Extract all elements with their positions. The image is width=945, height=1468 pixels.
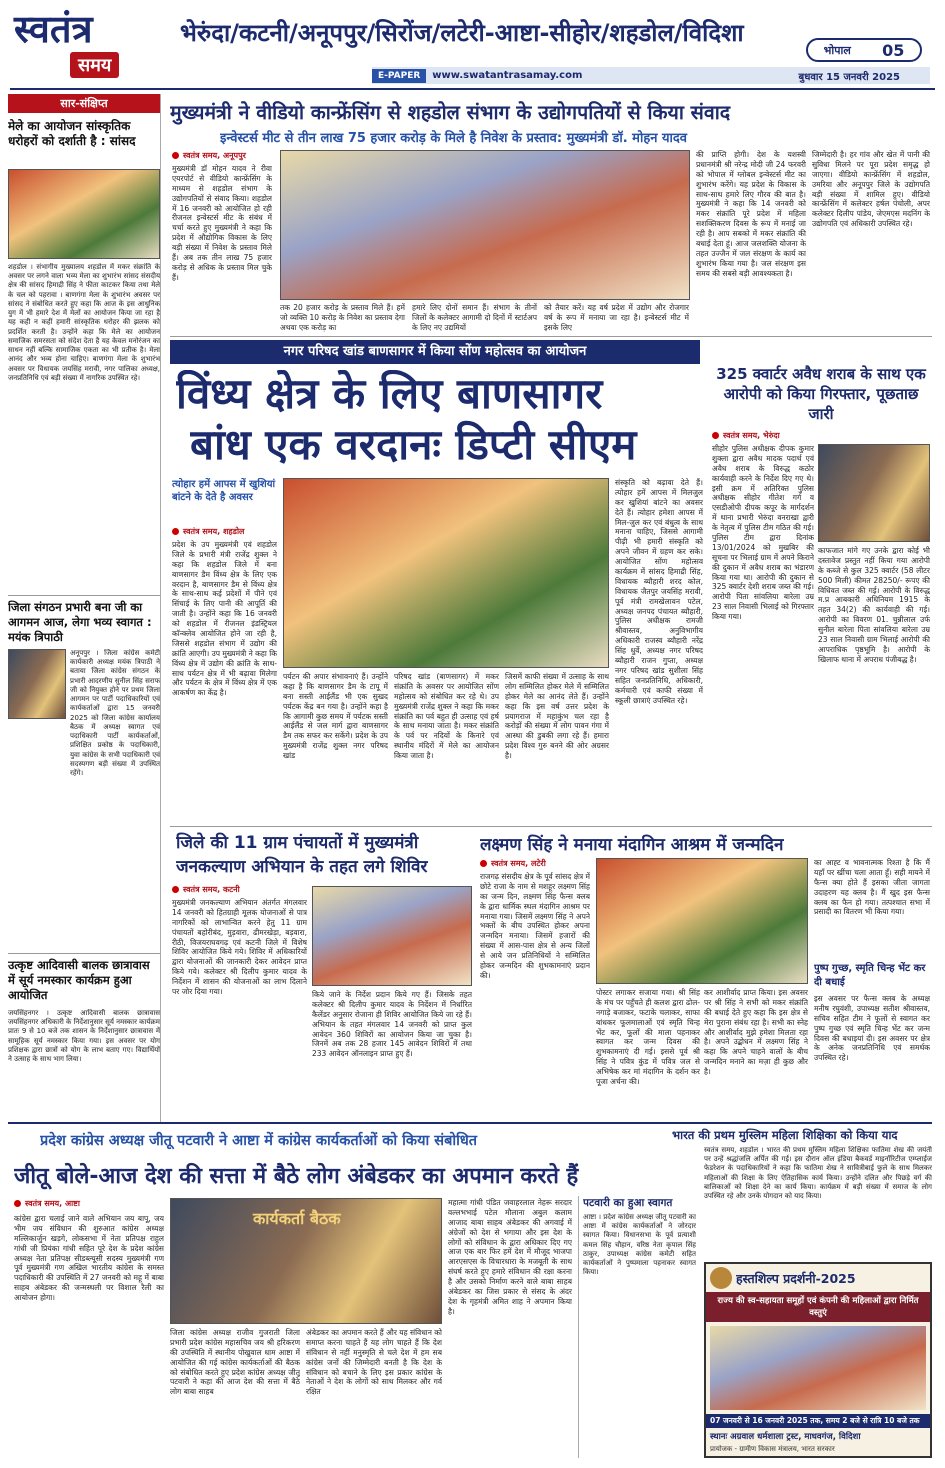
bullet-icon — [172, 528, 179, 535]
emblem-icon — [710, 1267, 732, 1289]
ad-dates: 07 जनवरी से 16 जनवरी 2025 तक, समय 2 बजे से रात्रि 10 बजे तक — [706, 1414, 930, 1428]
bullet-icon — [172, 886, 179, 893]
ad-title: हस्तशिल्प प्रदर्शनी-2025 — [736, 1270, 856, 1286]
laxman-col-4: का आह्ट व भावनात्मक रिश्ता है कि मैं यहाँ पर खींचा चला आता हूँ। सही मायने में फैन्स क्या होते हैं इसका जीता जागता उदाहरण यह क्लब है। मैं खुद इस फैन्स क्लब का फैन हो गया। तत्पश्चात सभा में प्रसादी का वितरण भी किया गया। — [814, 858, 930, 917]
laxman-subhead: पुष्प गुच्छ, स्मृति चिन्ह भेंट कर दी बधाई — [814, 963, 926, 988]
laxman-byline-text: स्वतंत्र समय, लटेरी — [491, 859, 546, 868]
sidebar-story-1-text: शहडोल । संभागीय मुख्यालय शहडोल में मकर संक्रांति के अवसर पर लगने वाला भव्य मेला का शुभारंभ सांसद संसदीय क्षेत्र की सांसद हिमाद्री सिंह ने फीता काटकर किया तथा मेले के चल को पहरावा । बाणगंगा मेला के शुभारंभ अवसर पर सांसद ने संबोधित करते हुए कहा कि आज के इस आधुनिक युग में भी हमारे देश में मेलों का आयोजन किया जा रहा है यह कही न कहीं हमारी सांस्कृतिक धरोहर की झलक को प्रदर्शित करती है। उन्होंने कहा कि मेले का आयोजन समाजिक समरसता को संदेश देता है यह केवल मनोरंजन का साधन नहीं बल्कि सामाजिक एकता का भी प्रतीक है। मेला आनंद और भव्य होना चाहिए। बाणगंगा मेला के शुभारंभ अवसर पर विधायक जयसिंह मरावी, नगर पालिका अध्यक्ष, जनप्रतिनिधि एवं बड़ी संख्या में नागरिक उपस्थित रहे। — [8, 263, 160, 382]
lead-headline: मुख्यमंत्री ने वीडियो कान्फ्रेंसिंग से शहडोल संभाग के उद्योगपतियों से किया संवाद — [170, 101, 731, 124]
liquor-byline — [712, 430, 780, 441]
congress-kicker: प्रदेश कांग्रेस अध्यक्ष जीतू पटवारी ने आष्टा में कांग्रेस कार्यकर्ताओं को किया संबोधित — [40, 1133, 478, 1149]
sidebar-story-2-text: अनूपपुर । जिला कांग्रेस कमेटी कार्यकारी अध्यक्ष मयंक त्रिपाठी ने बताया जिला कांग्रेस संगठन के प्रभारी आदरणीय सुनील सिंह सराफ जी को नियुक्त होने पर प्रथम जिला आगमन पर पार्टी पदाधिकारियों एवं कार्यकर्ताओं द्वारा 15 जनवरी 2025 को जिला कांग्रेस कार्यालय बैठक में अध्यक्ष स्वागत एवं पदाधिकारी पार्टी कार्यकर्ताओं, प्रशिक्षित प्रकोष्ठ के पदाधिकारी, युवा कांग्रेस के सभी पदाधिकारी एवं सदस्यगण बड़ी संख्या में उपस्थित रहेंगे। — [70, 649, 160, 778]
ad-subtitle: राज्य की स्व-सहायता समूहों एवं कंपनी की महिलाओं द्वारा निर्मित वस्तुएं — [706, 1292, 930, 1322]
liquor-photo — [818, 444, 930, 542]
lead-subhead: इन्वेस्टर्स मीट से तीन लाख 75 हजार करोड़ के मिले है निवेश के प्रस्ताव: मुख्यमंत्री डॉ. मोहन यादव — [220, 131, 687, 146]
mid-col-3: परिषद खांड (बाणसागर) में मकर संक्रांति के अवसर पर आयोजित सोंण महोत्सव को संबोधित कर रहे थे। उप मुख्यमंत्री राजेंद्र शुक्ल ने कहा कि मकर संक्रांति का पर्व बहुत ही उत्साह एवं हर्ष के साथ मनाया जाता है। मकर संक्रांति के पर्व पर नदियों के किनारे एवं स्थानीय मंदिरों में मेले का आयोजन किया जाता है। — [394, 672, 499, 761]
bullet-icon — [712, 432, 719, 439]
liquor-byline-text: स्वतंत्र समय, भेरुंदा — [723, 431, 780, 440]
liquor-col-2: काफजात मांगे गए उनके द्वारा कोई भी दस्तावेज प्रस्तुत नहीं किया गया आरोपी के कब्जे से कुल 325 क्वार्टर (58 लीटर 500 मिली) कीमत 28250/- रूपए की विधिवत जब्त की गई। आरोपी के विरुद्ध म.प्र आबकारी अधिनियम 1915 के तहत 34(2) की कार्यवाही की गई। आरोपी का विवरण 01. चुन्नीलाल उर्फ सुनील बारेला पिता सांवलिया बारेला उम्र 23 साल निवासी ग्राम भिलाई आरोपी की आपराधिक पृष्ठभूमि है। आरोपी के खिलाफ थाना में अपराध पंजीबद्ध है। — [818, 546, 930, 664]
congress-box-headline: पटवारी का हुआ स्वागत — [583, 1197, 673, 1209]
laxman-col-2: पोस्टर लगाकर सजाया गया। श्री सिंह के मंच पर पहुँचते ही कलश द्वारा ढोल-नगाड़े बजाकर, फटाके चलाकर, साफा बांधकर फूलमालाओं एवं स्मृति चिन्ह भेंट कर, फूलों की माला पहनाकर स्वागत कर जन्म दिवस की शुभकामनाएं दी गई। इससे पूर्व श्री सिंह ने पवित्र कुंड में पवित्र जल से अभिषेक कर मां मंदागिन के दर्शन कर पूजा अर्चना की। — [596, 988, 700, 1087]
bullet-icon — [480, 860, 487, 867]
sidebar-story-1-headline: मेले का आयोजन सांस्कृतिक धरोहरों को दर्शाती है : सांसद — [8, 119, 136, 148]
epaper-label: E-PAPER — [372, 69, 426, 83]
laxman-col-1: राजगढ़ संसदीय क्षेत्र के पूर्व सांसद क्षेत्र में छोटे राजा के नाम से मशहूर लक्ष्मण सिंह का जन्म दिन, लक्ष्मण सिंह फैन्स क्लब के द्वारा धार्मिक स्थल मंदागिन आश्रम पर मनाया गया। जिसमें लक्ष्मण सिंह ने अपने भक्तों के बीच उपस्थित होकर अपना जन्मदिन मनाया। जिसमें हजारों की संख्या में आस-पास क्षेत्र से अन्य जिलों से आये जन प्रतिनिधियों ने सम्मिलित होकर जन्मदिन की शुभकामनाएं प्रदान की। — [480, 872, 590, 980]
yojana-headline-line-1: जिले की 11 ग्राम पंचायतों में मुख्यमंत्री — [176, 833, 419, 853]
logo-top: स्वतंत्र — [14, 6, 93, 51]
liquor-headline: 325 क्वार्टर अवैध शराब के साथ एक आरोपी को किया गिरफ्तार, पूछताछ जारी — [716, 365, 926, 423]
sidebar-section-label: सार-संक्षिप्त — [8, 94, 160, 113]
mid-col-5: संस्कृति को बढ़ावा देते हैं। त्योहार हमें आपस में मिलजुल कर खुशियां बांटने का अवसर देते हैं। त्योहार हमेशा आपस में मिल-जुल कर एवं बंधुत्व के साथ मनाना चाहिए, जिससे आगामी पीढ़ी भी हमारी संस्कृति को अपने जीवन में ग्रहण कर सके। आयोजित सोंण महोत्सव कार्यक्रम में सांसद हिमाद्री सिंह, विधायक ब्यौहारी शरद कोल, विधायक जैतपुर जयसिंह मरावी, पूर्व मंत्री रामखेलावन पटेल, अध्यक्ष जनपद पंचायत ब्यौहारी, पुलिस अधीक्षक रामजी श्रीवास्तव, अनुविभागीय अधिकारी राजस्व ब्यौहारी नरेंद्र सिंह धुर्वे, अध्यक्ष नगर परिषद ब्यौहारी राजन गुप्ता, अध्यक्ष नगर परिषद खांड सुशीला सिंह सहित जनप्रतिनिधि, अधिकारी, कर्मचारी एवं काफी संख्या में स्कूली छात्राएं उपस्थित रहे। — [615, 478, 703, 705]
laxman-photo — [596, 858, 808, 984]
congress-col-1: कांग्रेस द्वारा चलाई जाने वाले अभियान जय बापू, जय भीम जय संविधान की शुरुआत कांग्रेस अध्यक्ष मल्लिकार्जुन खड़गे, लोकसभा में नेता प्रतिपक्ष राहुल गांधी जी प्रियंका गांधी सहित पूरे देश के प्रदेश कांग्रेस अध्यक्ष नेता प्रतिपक्ष सीडब्ल्यूसी सदस्य मुख्यमंत्री गण पूर्व मुख्यमंत्री गण अखिल भारतीय कांग्रेस के समस्त पदाधिकारी की उपस्थिति में 27 जनवरी को महू में बाबा साहब अंबेडकर की जन्मस्थली पर विशाल रैली का आयोजन होगा। — [14, 1214, 164, 1303]
yojana-col-1: मुख्यमंत्री जनकल्याण अभियान अंतर्गत मंगलवार 14 जनवरी को हितग्राही मूलक योजनाओं से पात्र नागरिकों को लाभान्वित करने हेतु 11 ग्राम पंचायतों बहोरीबंद, मुड़वारा, ढीमरखेड़ा, बड़वारा, रीठी, विजयराघवगढ़ एवं कटनी जिले में विशेष शिविर आयोजित किये गये। शिविर में अधिकारियों द्वारा योजनाओं की जानकारी देकर आवेदन प्राप्त किये गये। कलेक्टर श्री दिलीप कुमार यादव के निर्देशन में शासन की योजनाओं का लाभ दिलाने पर जोर दिया गया। — [172, 898, 307, 997]
lead-col-4: को तैयार करें। यह वर्ष प्रदेश में उद्योग और रोजगार वर्ष के रूप में मनाया जा रहा है। इन्वेस्टर्स मीट में इसके लिए — [544, 303, 689, 332]
sidebar-story-1-photo — [8, 169, 160, 259]
congress-box-text: आष्टा । प्रदेश कांग्रेस अध्यक्ष जीतू पटवारी का आष्टा में कांग्रेस कार्यकर्ताओं ने जोरदार स्वागत किया। विधानसभा के पूर्व प्रत्याशी कमल सिंह चौहान, वरिष्ठ नेता कृपाल सिंह ठाकुर, उपाध्यक्ष कांग्रेस कमेटी सहित कार्यकर्ताओं ने पुष्पमाला पहनाकर स्वागत किया। — [583, 1213, 696, 1277]
yojana-headline-line-2: जनकल्याण अभियान के तहत लगे शिविर — [176, 857, 428, 877]
mid-kicker: नगर परिषद खांड बाणसागर में किया सोंण महोत्सव का आयोजन — [170, 340, 700, 364]
lead-col-2: तक 20 हजार करोड़ के प्रस्ताव मिले हैं। हमें जो व्यक्ति 10 करोड़ के निवेश का प्रस्ताव देगा अथवा एक करोड़ का — [280, 303, 405, 332]
yojana-col-2: किये जाने के निर्देश प्रदान किये गए हैं। जिसके तहत कलेक्टर श्री दिलीप कुमार यादव के निर्देशन में निर्धारित कैलेंडर अनुसार रोजाना ही शिविर आयोजित किये जा रहे हैं। अभियान के तहत मंगलवार 14 जनवरी को प्राप्त कुल आवेदन 360 शिविरों का आयोजन किया जा चुका है। जिनमें अब तक 28 हजार 145 आवेदन शिविरों में तथा 233 आवेदन ऑनलाइन प्राप्त हुए हैं। — [312, 990, 472, 1059]
congress-headline: जीतू बोले-आज देश की सत्ता में बैठे लोग अंबेडकर का अपमान करते हैं — [14, 1164, 579, 1189]
mid-headline-line-1: विंध्य क्षेत्र के लिए बाणसागर — [176, 370, 603, 418]
lead-col-3: हमारे लिए दोनों समान हैं। संभाग के तीनों जिलों के कलेक्टर आगामी दो दिनों में स्टार्टअप के लिए नए उद्यमियों — [412, 303, 537, 332]
liquor-col-1: सीहोर पुलिस अधीक्षक दीपक कुमार शुक्ला द्वारा अवैध मादक पदार्थ एवं अवैध शराब के विरुद्ध कठोर कार्यवाही करने के निर्देश दिए गए थे। इसी क्रम में अतिरिक्त पुलिस अधीक्षक सीहोर गीतेश गर्ग व एसडीओपी दीपक कपूर के मार्गदर्शन में थाना प्रभारी भेरुंदा वनराखा द्वारी के नेतृत्व में पुलिस टीम गठित की गई। पुलिस टीम द्वारा दिनांक 13/01/2024 को मुखबिर की सूचना पर भिलाई ग्राम में अपने किराने की दुकान में अवैध शराब का भंडारण किया गया था। आरोपी की दुकान से 325 क्वार्टर देशी शराब जब्त की गई। आरोपी पिता सांवलिया बारेला उम्र 23 साल निवासी भिलाई को गिरफ्तार किया गया। — [712, 444, 814, 622]
banner-photo-text: कार्यकर्ता बैठक — [253, 1209, 341, 1228]
yojana-byline-text: स्वतंत्र समय, कटनी — [183, 885, 240, 894]
sidebar — [8, 94, 161, 1122]
ad-venue: स्थानः अग्रवाल धर्मशाला ट्रस्ट, माधवगंज, विदिशा — [710, 1432, 861, 1442]
ad-crafts-photo — [710, 1326, 926, 1410]
sidebar-story-3-headline: उत्कृष्ट आदिवासी बालक छात्रावास में सूर्य नमस्कार कार्यक्रम हुआ आयोजित — [8, 958, 150, 1002]
bullet-icon — [172, 152, 179, 159]
page-badge — [806, 38, 922, 62]
ad-footer: प्रायोजक - ग्रामीण विकास मंत्रालय, भारत सरकार — [710, 1445, 835, 1453]
congress-col-2: जिला कांग्रेस अध्यक्ष राजीव गुजराती जिला प्रभारी प्रदेश कांग्रेस महासचिव जय श्री हरिकरण की उपस्थिति में स्थानीय पोखुवाल धाम आष्टा में आयोजित की गई कांग्रेस कार्यकर्ताओं की बैठक को संबोधित करते हुए प्रदेश कांग्रेस अध्यक्ष जीतू पटवारी ने कहा की आज देश की सत्ता में बैठे लोग बाबा साहब — [170, 1328, 300, 1397]
yojana-photo — [312, 886, 472, 986]
yojana-byline — [172, 884, 240, 895]
congress-byline — [14, 1198, 80, 1209]
bullet-icon — [14, 1200, 21, 1207]
lead-photo — [280, 150, 690, 300]
laxman-col-5: इस अवसर पर फैन्स क्लब के अध्यक्ष मनीष रघुवंशी, उपाध्यक्ष सतीश श्रीवास्तव, सचिव सहित टीम ने फूलों से स्वागत कर पुष्प गुच्छ एवं स्मृति चिन्ह भेंट कर जन्म दिवस की बधाइयां दी। इस अवसर पर क्षेत्र के अनेक जनप्रतिनिधि एवं समर्थक उपस्थित रहे। — [814, 994, 930, 1063]
logo-bottom: समय — [70, 52, 119, 78]
issue-date: बुधवार 15 जनवरी 2025 — [798, 71, 900, 83]
exhibition-ad — [704, 1262, 932, 1458]
congress-col-4: महात्मा गांधी पंडित जवाहरलाल नेहरू सरदार वल्लभभाई पटेल मौलाना अबुल कलाम आजाद बाबा साहब अंबेडकर की अगवाई में अंग्रेजों को देश से भगाया और इस देश के लोगों को संविधान के द्वारा अधिकार दिए गए आज एक बार फिर हमें देश में मौजूद भाजपा आरएसएस के विचारधारा के मजबूती के साथ संघर्ष करते हुए हमारे संविधान की रक्षा करना है और उसको निर्माण करने वाले बाबा साहब अंबेडकर का जिस प्रकार से संसद के अंदर देश के गृहमंत्री अमित शाह ने अपमान किया है। — [448, 1198, 572, 1316]
mid-byline-text: स्वतंत्र समय, शहडोल — [183, 527, 245, 536]
mid-quote: त्योहार हमें आपस में खुशियां बांटने के देते है अवसर — [172, 479, 276, 503]
congress-photo — [170, 1198, 442, 1324]
lead-col-1: मुख्यमंत्री डॉ मोहन यादव ने रीवा एयरपोर्ट से वीडियो कान्फ्रेंसिंग के माध्यम से शहडोल संभाग के उद्योगपतियों से संवाद किया। शहडोल में 16 जनवरी को आयोजित हो रही रीजनल इन्वेस्टर्स मीट के संबंध में चर्चा करते हुए मुख्यमंत्री ने कहा कि प्रदेश में औद्योगिक विकास के लिए बड़ी संख्या में निवेश के प्रस्ताव मिले हैं। अब तक तीन लाख 75 हजार करोड़ से अधिक के प्रस्ताव मिल चुके हैं। — [172, 164, 272, 282]
lead-byline — [172, 150, 246, 161]
mid-byline — [172, 526, 244, 537]
lead-byline-text: स्वतंत्र समय, अनूपपुर — [183, 151, 246, 160]
mid-photo — [283, 478, 609, 668]
bharat-headline: भारत की प्रथम मुस्लिम महिला शिक्षिका को किया याद — [672, 1128, 898, 1142]
congress-sidebox — [578, 1196, 696, 1458]
lead-col-5: की प्राप्ति होगी। देश के यशस्वी प्रधानमंत्री श्री नरेन्द्र मोदी जी 24 फरवरी को भोपाल में ग्लोबल इन्वेस्टर्स मीट का शुभारंभ करेंगे। यह प्रदेश के विकास के साथ-साथ हमारे लिए गौरव की बात है। मुख्यमंत्री ने कहा कि 14 जनवरी को मकर संक्रांति पूरे प्रदेश में महिला सशक्तिकरण दिवस के रूप में मनाई जा रही है। आप सबको में मकर संक्रांति की बधाई देता हूं। आज जलशक्ति योजना के तहत उज्जैन में जल संरक्षण के कार्य का शुभारंभ किया गया है। जल संरक्षण इस समय की सबसे बड़ी आवश्यकता है। — [696, 150, 806, 278]
laxman-headline: लक्ष्मण सिंह ने मनाया मंदागिन आश्रम में जन्मदिन — [480, 835, 784, 855]
epaper-strip — [372, 67, 930, 84]
bharat-text: स्वतंत्र समय, शहडोल । भारत की प्रथम मुस्लिम महिला शिक्षिका फातिमा शेख की जयंती पर उन्हें श्रद्धांजलि अर्पित की गई। इस दौरान ऑल इंडिया बैकवर्ड माइनॉरिटीज एम्प्लाईज फेडरेशन के पदाधिकारियों ने कहा कि फातिमा शेख ने सावित्रीबाई फुले के साथ मिलकर महिलाओं की शिक्षा के लिए ऐतिहासिक कार्य किया। उन्होंने दलित और पिछड़े वर्ग की बालिकाओं को शिक्षा देने का कार्य किया। कार्यक्रम में बड़ी संख्या में समाज के लोग उपस्थित रहे और उनके योगदान को याद किया। — [704, 1146, 932, 1201]
lead-col-6: जिम्मेदारी है। हर गांव और खेत में पानी की सुविधा मिलने पर पूरा प्रदेश समृद्ध हो जाएगा। वीडियो कान्फ्रेंसिंग में शहडोल, उमरिया और अनूपपुर जिले के उद्योगपति बड़ी संख्या में शामिल हुए। वीडियो कान्फ्रेंसिंग में कलेक्टर हर्षल पंचोली, अपर कलेक्टर दिलीप पांडेय, जेएमएस मदनिंग के उद्योगपति एवं अधिकारी उपस्थित रहे। — [812, 150, 930, 229]
editions-line: भेरुंदा/कटनी/अनूपपुर/सिरोंज/लटेरी-आष्टा-सीहोर/शहडोल/विदिशा — [180, 19, 744, 47]
laxman-col-3: कर आशीर्वाद प्राप्त किया। इस अवसर पर श्री सिंह ने सभी को मकर संक्रांति की बधाई देते हुए कहा कि इस क्षेत्र से मेरा पुराना संबंध रहा है। सभी का स्नेह और आशीर्वाद मुझे हमेशा मिलता रहा है। अपने उद्बोधन में लक्ष्मण सिंह ने कहा कि अपने चाहने वालों के बीच जन्मदिन मनाने का मज़ा ही कुछ और है। — [704, 988, 808, 1077]
mid-col-1: प्रदेश के उप मुख्यमंत्री एवं शहडोल जिले के प्रभारी मंत्री राजेंद्र शुक्ल ने कहा कि शहडोल जिले में बना बाणसागर डैम विंध्य क्षेत्र के लिए एक वरदान है, बाणसागर डैम से विंध्य क्षेत्र के साथ-साथ कई प्रदेशों में पीने एवं सिंचाई के लिए पानी की आपूर्ति की जाती है। उन्होंने कहा कि 16 जनवरी को शहडोल में रीजनल इंडस्ट्रियल कॉन्क्लेव आयोजित होने जा रही है, जिससे शहडोल संभाग में उद्योग की क्रांति आएगी। उप मुख्यमंत्री ने कहा कि विंध्य क्षेत्र में उद्योग की क्रांति के साथ-साथ पर्यटन क्षेत्र में भी बढ़ावा मिलेगा और पर्यटन के क्षेत्र में विंध्य क्षेत्र में एक आकर्षण का केंद्र है। — [172, 540, 277, 698]
sidebar-story-2-photo — [8, 649, 66, 719]
mid-col-4: जिसमें काफी संख्या में उत्साह के साथ लोग सम्मिलित होकर मेले में सम्मिलित होकर मेले का आनंद लेते हैं। उन्होंने कहा कि इस वर्ष उत्तर प्रदेश के प्रयागराज में महाकुंभ चल रहा है करोड़ों की संख्या में लोग पावन गंगा में आस्था की डुबकी लगा रहे हैं। हमारा प्रदेश विश्व गुरु बनने की ओर अग्रसर है। — [505, 672, 609, 761]
city-label: भोपाल — [823, 43, 851, 57]
congress-col-3: अंबेडकर का अपमान करते हैं और यह संविधान को समाप्त करना चाहते हैं यह लोग चाहते हैं कि देश संविधान से नहीं मनुस्मृति से चले देश में हम सब कांग्रेस जनों की जिम्मेदारी बनती है कि देश के संविधान को बचाने के लिए इस प्रकार कांग्रेस के नेताओं ने देश के लोगों को साथ मिलकर और गर्व रक्षित — [306, 1328, 442, 1397]
website-link[interactable]: www.swatantrasamay.com — [432, 70, 583, 81]
masthead-logo — [14, 8, 154, 82]
mid-headline-line-2: बांध एक वरदानः डिप्टी सीएम — [190, 420, 637, 469]
sidebar-story-2-headline: जिला संगठन प्रभारी बना जी का आगमन आज, लेगा भव्य स्वागत : मयंक त्रिपाठी — [8, 600, 152, 644]
sidebar-story-3-text: जयसिंहनगर । उत्कृष्ट आदिवासी बालक छात्रावास जयसिंहनगर अधिकारी के निर्देशानुसार सूर्य नमस्कार कार्यक्रम प्रातः 9 से 10 बजे तक शासन के निर्देशानुसार छात्रावास में सामूहिक सूर्य नमस्कार किया गया। इस अवसर पर योग प्रशिक्षक द्वारा छात्रों को योग के लाभ बताए गए। विद्यार्थियों ने उत्साह के साथ भाग लिया। — [8, 1009, 160, 1064]
congress-byline-text: स्वतंत्र समय, आष्टा — [25, 1199, 80, 1208]
laxman-byline — [480, 858, 546, 869]
mid-col-2: पर्यटन की अपार संभावनाएं हैं। उन्होंने कहा है कि बाणसागर डैम के टापू में बना सस्ती आईलैंड भी एक सुखद पर्यटक केंद्र बन गया है। उन्होंने कहा है कि आगामी कुछ समय में पर्यटक सस्ती आईलैंड से जल मार्ग द्वारा बाणसागर डैम तक सफर कर सकेंगे। प्रदेश के उप मुख्यमंत्री राजेंद्र शुक्ल नगर परिषद खांड — [283, 672, 388, 761]
page-number: 05 — [882, 40, 905, 60]
